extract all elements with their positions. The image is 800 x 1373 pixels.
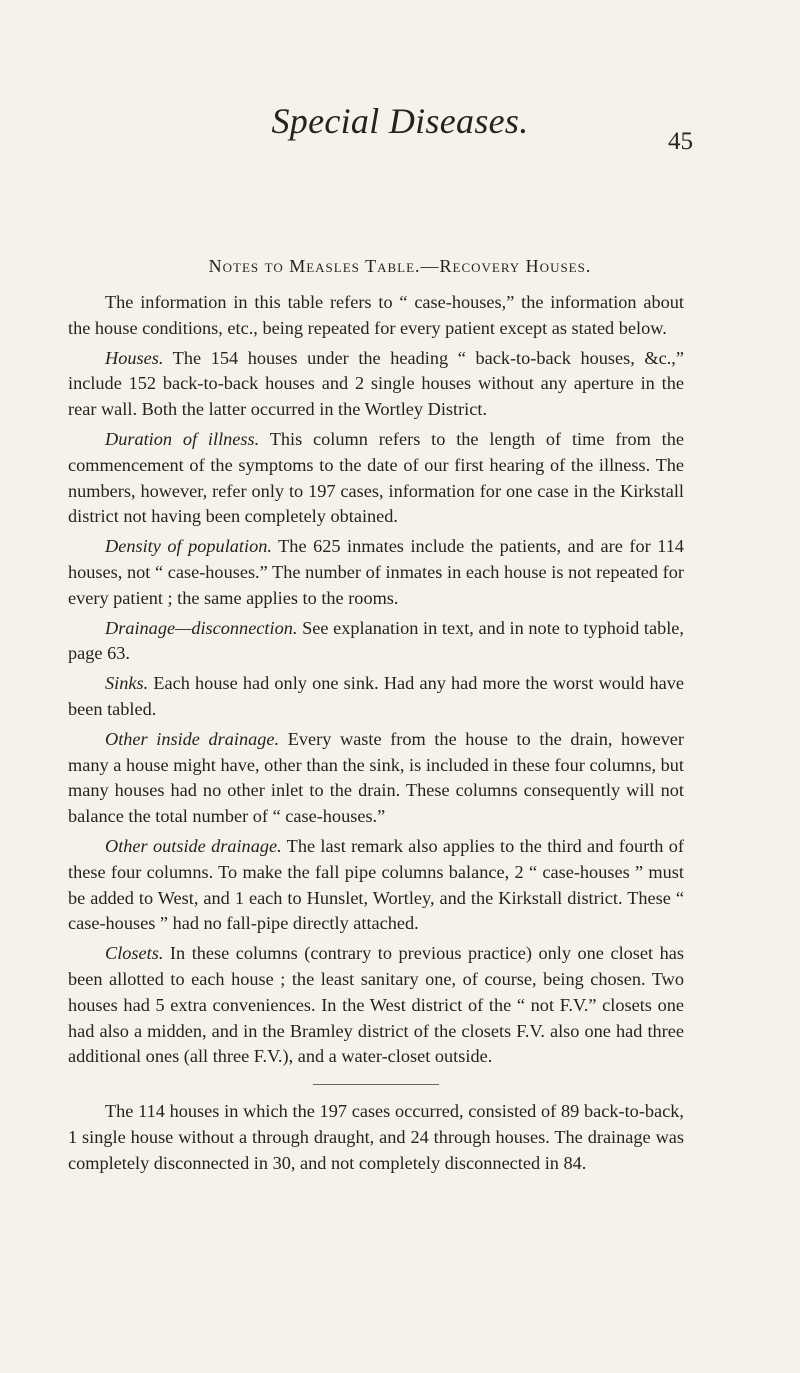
note-density	[68, 534, 684, 611]
note-text: The 625 inmates include the patients, and are for 114 houses, not “ case-houses.” The number of inmates in each house is not repeated for every patient ; the same applies to the rooms.	[68, 536, 685, 608]
note-houses	[68, 346, 684, 423]
note-lead: Closets.	[105, 943, 164, 964]
note-sinks	[68, 671, 684, 723]
note-text: The 154 houses under the heading “ back-to-back houses, &c.,” include 152 back-to-back houses and 2 single houses without any aperture in the rear wall. Both the latter occurred in the Wortley District.	[68, 347, 684, 420]
note-text: In these columns (contrary to previous practice) only one closet has been allotted to each house ; the least sanitary one, of course, being chosen. Two houses had 5 extra conveniences. In the West district of the “ not F.V.” closets one had also a midden, and in the Bramley district of the closets F.V. also one had three additional ones (all three F.V.), and a water-closet outside.	[68, 943, 684, 1067]
note-text: Every waste from the house to the drain, however many a house might have, other than the sink, is included in these four columns, but many houses had no other inlet to the drain. These columns consequently will not balance the total number of “ case-houses.”	[68, 728, 684, 827]
note-text: See explanation in text, and in note to typhoid table, page 63.	[68, 617, 684, 664]
note-lead: Sinks.	[105, 673, 149, 694]
note-duration	[68, 427, 684, 530]
notes-body	[68, 290, 684, 1181]
note-drainage	[68, 616, 684, 668]
note-intro	[68, 290, 684, 342]
summary-paragraph: The 114 houses in which the 197 cases occurred, consisted of 89 back-to-back, 1 single house without a through draught, and 24 through houses. The drainage was completely disconnected in 30, and not completely disconnected in 84.	[68, 1101, 684, 1173]
note-outside-drainage	[68, 834, 684, 937]
note-text: The information in this table refers to “ case-houses,” the information about the house conditions, etc., being repeated for every patient except as stated below.	[68, 292, 684, 338]
section-heading: Notes to Measles Table.—Recovery Houses.	[208, 256, 592, 276]
note-lead: Other inside drainage.	[105, 728, 280, 749]
note-lead: Drainage—disconnection.	[105, 617, 298, 638]
note-lead: Duration of illness.	[105, 428, 260, 449]
note-text: Each house had only one sink. Had any had more the worst would have been tabled.	[68, 673, 684, 719]
section-divider	[313, 1084, 439, 1085]
note-text: This column refers to the length of time from the commencement of the symptoms to the date of our first hearing of the illness. The numbers, however, refer only to 197 cases, information for one case in the Kirkstall district not having been completely obtained.	[68, 428, 684, 527]
note-lead: Houses.	[105, 347, 164, 368]
running-head: Special Diseases.	[271, 101, 529, 141]
note-closets	[68, 941, 684, 1070]
page-number: 45	[668, 128, 693, 155]
note-lead: Other outside drainage.	[105, 835, 282, 856]
note-lead: Density of population.	[105, 536, 272, 557]
note-text: The last remark also applies to the third and fourth of these four columns. To make the fall pipe columns balance, 2 “ case-houses ” must be added to West, and 1 each to Hunslet, Wortley, and the Kirkstall district. These “ case-houses ” had no fall-pipe directly attached.	[68, 835, 684, 934]
note-inside-drainage	[68, 727, 684, 830]
